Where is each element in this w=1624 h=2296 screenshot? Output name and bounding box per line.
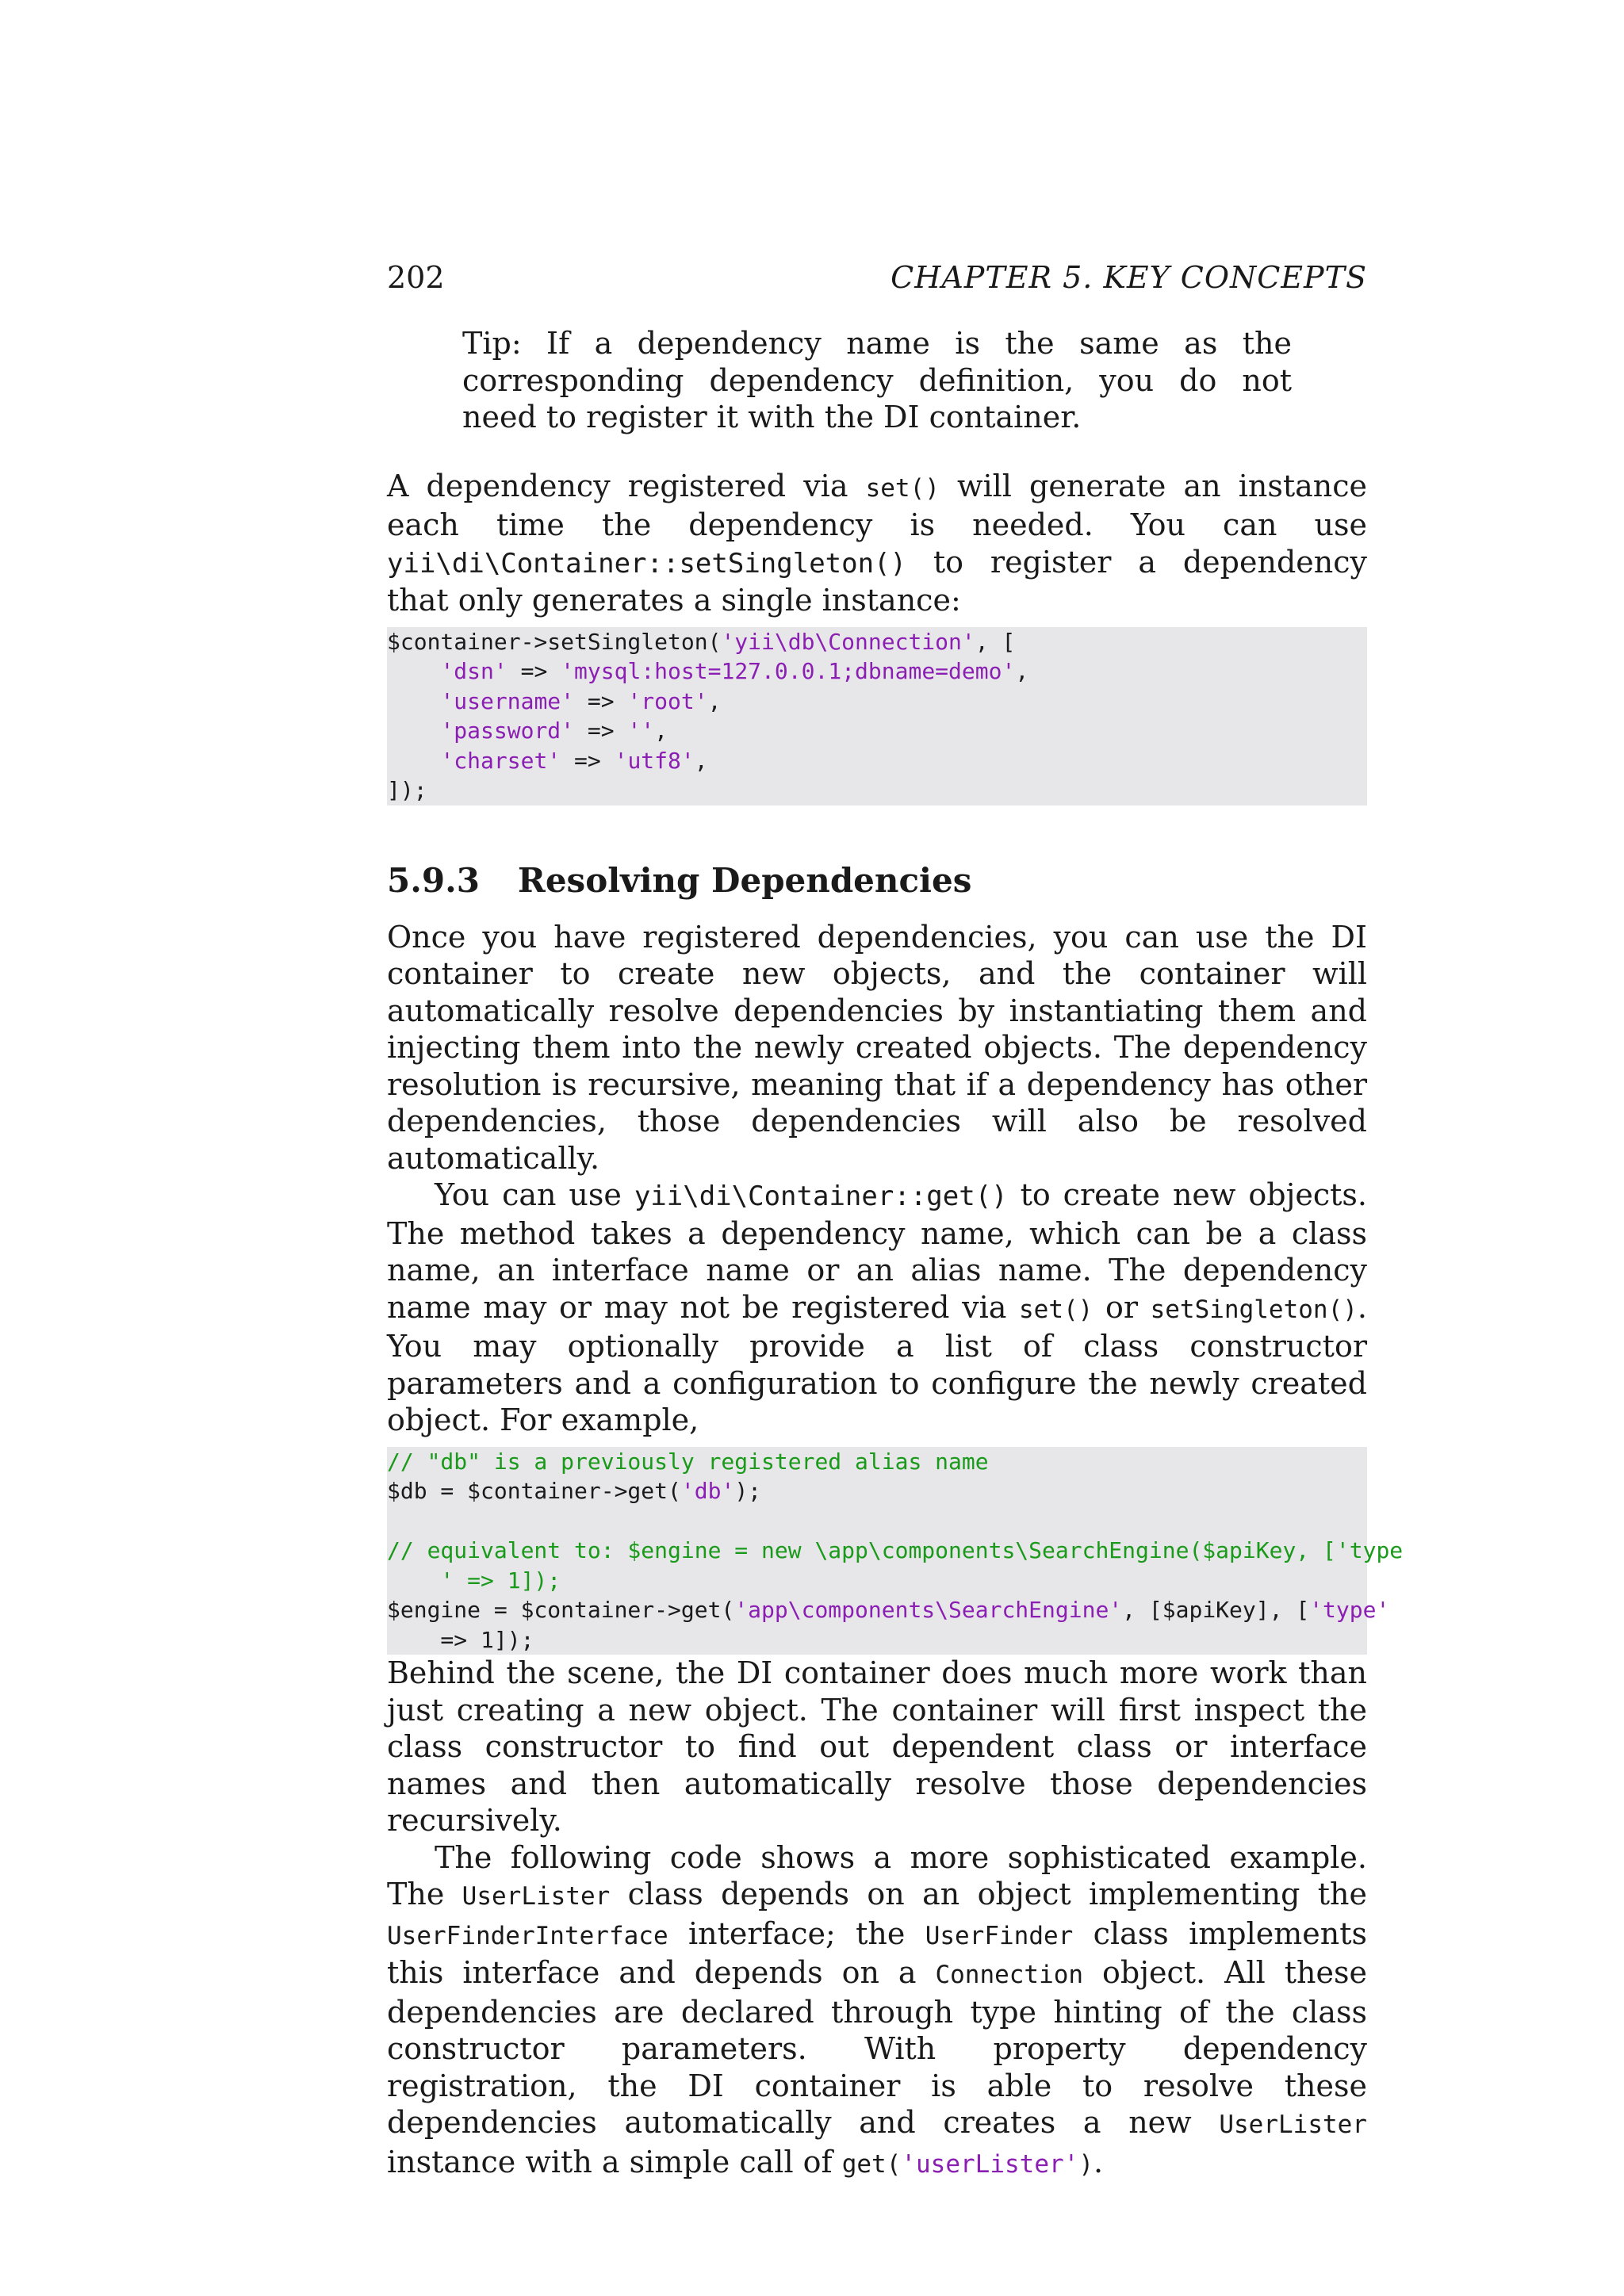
inline-code-set: set() bbox=[865, 473, 940, 503]
code-string: 'utf8' bbox=[614, 747, 695, 774]
code-line bbox=[387, 746, 1367, 776]
code-block-set-singleton bbox=[387, 627, 1367, 806]
text: class depends on an object implementing the bbox=[610, 1877, 1367, 1911]
page-number: 202 bbox=[387, 260, 445, 295]
code-token: ) bbox=[1078, 2149, 1094, 2179]
code-comment: ' => 1]); bbox=[387, 1567, 561, 1594]
code-string: 'dsn' bbox=[440, 658, 508, 684]
inline-code-set-singleton: yii\di\Container::setSingleton() bbox=[387, 547, 907, 580]
text: object. All these dependencies are declared through type hinting of the class constructor parameters. With property dependency registration, the DI container is able to resolve these dependencies automatically and creates a new bbox=[387, 1955, 1367, 2140]
code-line bbox=[387, 656, 1367, 687]
code-string: 'app\components\SearchEngine' bbox=[734, 1597, 1123, 1623]
code-token: => bbox=[507, 658, 561, 684]
code-string: 'username' bbox=[440, 687, 575, 714]
section-number: 5.9.3 bbox=[387, 860, 480, 900]
text: You can use bbox=[435, 1177, 634, 1212]
text: A dependency registered via bbox=[387, 468, 866, 503]
code-string: 'db' bbox=[680, 1478, 735, 1504]
inline-code-get-userlister bbox=[842, 2150, 1094, 2179]
code-token: ); bbox=[734, 1478, 762, 1504]
paragraph-resolving-intro bbox=[387, 919, 1367, 1177]
section-heading bbox=[387, 861, 1367, 900]
code-line bbox=[387, 775, 1367, 806]
code-line bbox=[387, 716, 1367, 746]
inline-code-container-get: yii\di\Container::get() bbox=[634, 1181, 1008, 1212]
text: will generate an instance each time the dependency is needed. You can use bbox=[387, 468, 1367, 542]
code-line: => 1]); bbox=[387, 1626, 534, 1653]
code-token: => bbox=[574, 687, 628, 714]
code-token: $engine = $container->get( bbox=[387, 1597, 735, 1623]
inline-code-connection: Connection bbox=[935, 1961, 1084, 1989]
inline-code-set: set() bbox=[1019, 1295, 1094, 1324]
code-token: , [$apiKey], [ bbox=[1122, 1597, 1310, 1623]
code-token: => bbox=[574, 718, 628, 744]
code-blank-line bbox=[387, 1506, 1367, 1536]
text: Behind the scene, the DI container does much more work than just creating a new object. The container will first inspect the class constructor to find out dependent class or interface names and then automatically resolve those dependencies recursively. bbox=[387, 1655, 1367, 1838]
code-token: $container->setSingleton( bbox=[387, 628, 722, 655]
paragraph-container-get bbox=[387, 1177, 1367, 1439]
inline-code-userlister: UserLister bbox=[1219, 2110, 1367, 2139]
code-token: $db = $container->get( bbox=[387, 1478, 681, 1504]
inline-code-userfinderinterface: UserFinderInterface bbox=[387, 1921, 668, 1950]
text: instance with a simple call of bbox=[387, 2144, 842, 2179]
code-string: 'userLister' bbox=[901, 2149, 1079, 2179]
code-token: , [ bbox=[975, 628, 1016, 655]
code-comment: // equivalent to: $engine = new \app\components\SearchEngine($apiKey, ['type bbox=[387, 1537, 1404, 1563]
text: class implements this interface and depends on a bbox=[387, 1915, 1367, 1990]
text: . You may optionally provide a list of class constructor parameters and a configuration to configure the newly created object. For example, bbox=[387, 1289, 1367, 1437]
tip-box bbox=[462, 325, 1292, 436]
code-string: 'type' bbox=[1309, 1597, 1390, 1623]
text: to register a dependency that only generates a single instance: bbox=[387, 544, 1367, 618]
code-token: , bbox=[1015, 658, 1029, 684]
code-token: , bbox=[694, 747, 708, 774]
text: The following code shows a more sophisticated example. The bbox=[387, 1839, 1367, 1911]
code-line bbox=[387, 1476, 1367, 1506]
code-string: 'yii\db\Connection' bbox=[721, 628, 975, 655]
page bbox=[387, 254, 1404, 2183]
code-string: 'root' bbox=[627, 687, 708, 714]
running-head bbox=[387, 254, 1367, 301]
code-token: ]); bbox=[387, 777, 427, 803]
text: . bbox=[1094, 2144, 1104, 2179]
code-comment: // "db" is a previously registered alias name bbox=[387, 1448, 989, 1475]
code-string: 'mysql:host=127.0.0.1;dbname=demo' bbox=[561, 658, 1016, 684]
code-token: => bbox=[561, 747, 615, 774]
code-string: 'charset' bbox=[440, 747, 561, 774]
code-line bbox=[387, 687, 1367, 717]
inline-code-userfinder: UserFinder bbox=[925, 1921, 1074, 1950]
code-string: 'password' bbox=[440, 718, 575, 744]
text: interface; the bbox=[668, 1915, 925, 1951]
code-token: get( bbox=[841, 2149, 902, 2179]
code-string: '' bbox=[627, 718, 655, 744]
code-block-get bbox=[387, 1447, 1404, 1655]
inline-code-set-singleton: setSingleton() bbox=[1150, 1295, 1358, 1324]
text: or bbox=[1093, 1289, 1151, 1325]
code-line bbox=[387, 1595, 1390, 1625]
tip-text: Tip: If a dependency name is the same as the corresponding dependency definition, you do not need to register it with the DI container. bbox=[462, 326, 1292, 434]
chapter-title: CHAPTER 5. KEY CONCEPTS bbox=[891, 260, 1367, 295]
paragraph-sophisticated-example bbox=[387, 1839, 1367, 2183]
section-title: Resolving Dependencies bbox=[517, 860, 972, 900]
code-line bbox=[387, 627, 1367, 657]
code-token: , bbox=[654, 718, 668, 744]
text: to create new objects. The method takes a dependency name, which can be a class name, an interface name or an alias name. The dependency name may or may not be registered via bbox=[387, 1177, 1367, 1325]
code-token: , bbox=[707, 687, 722, 714]
text: Once you have registered dependencies, you can use the DI container to create new objects, and the container will automatically resolve dependencies by instantiating them and injecting them into the newly created objects. The dependency resolution is recursive, meaning that if a dependency has other dependencies, those dependencies will also be resolved automatically. bbox=[387, 919, 1367, 1176]
paragraph-set-singleton bbox=[387, 468, 1367, 619]
paragraph-behind-scene bbox=[387, 1655, 1367, 1839]
inline-code-userlister: UserLister bbox=[462, 1882, 611, 1911]
